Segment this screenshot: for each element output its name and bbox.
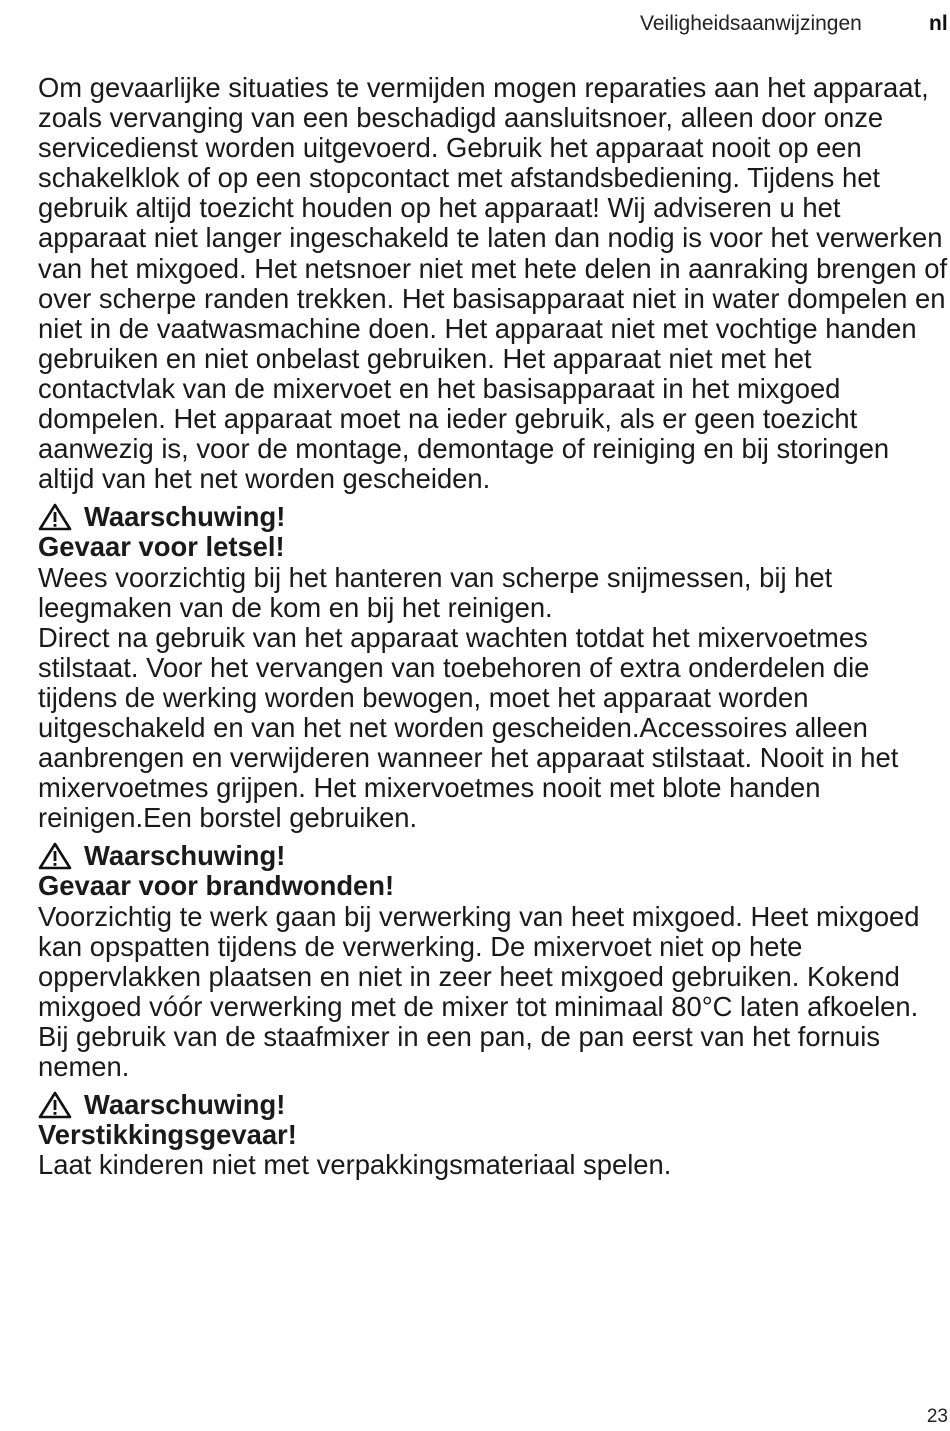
- header-section-title: Veiligheidsaanwijzingen: [640, 12, 862, 35]
- warning-label: Waarschuwing!: [84, 501, 286, 533]
- warning-block-suffocation: [38, 1090, 948, 1180]
- warning-paragraph: Laat kinderen niet met verpakkingsmateriaal spelen.: [38, 1149, 672, 1181]
- page-number: 23: [926, 1406, 948, 1427]
- warning-triangle-icon: [38, 503, 72, 531]
- warning-title: Gevaar voor letsel!: [38, 531, 285, 563]
- warning-heading: [38, 841, 948, 871]
- warning-block-burns: [38, 841, 948, 1082]
- warning-label: Waarschuwing!: [84, 1089, 286, 1121]
- warning-paragraph: Direct na gebruik van het apparaat wachten totdat het mixervoetmes stilstaat. Voor het vervangen van toebehoren of extra onderdelen die tijdens de werking worden bewogen, moet het apparaat worden uitgeschakeld en van het net worden gescheiden.Accessoires alleen aanbrengen en verwijderen wanneer het apparaat stilstaat. Nooit in het mixervoetmes grijpen. Het mixervoetmes nooit met blote handen reinigen.Een borstel gebruiken.: [38, 621, 899, 834]
- warning-heading: [38, 502, 948, 532]
- intro-paragraph: Om gevaarlijke situaties te vermijden mogen reparaties aan het apparaat, zoals vervanging van een beschadigd aansluitsnoer, alleen door onze servicedienst worden uitgevoerd. Gebruik het apparaat nooit op een schakelklok of op een stopcontact met afstandsbediening. Tijdens het gebruik altijd toezicht houden op het apparaat! Wij adviseren u het apparaat niet langer ingeschakeld te laten dan nodig is voor het verwerken van het mixgoed. Het netsnoer niet met hete delen in aanraking brengen of over scherpe randen trekken. Het basisapparaat niet in water dompelen en niet in de vaatwasmachine doen. Het apparaat niet met vochtige handen gebruiken en niet onbelast gebruiken. Het apparaat niet met het contactvlak van de mixervoet en het basisapparaat in het mixgoed dompelen. Het apparaat moet na ieder gebruik, als er geen toezicht aanwezig is, voor de montage, demontage of reiniging en bij storingen altijd van het net worden gescheiden.: [38, 72, 948, 495]
- document-body: [38, 73, 948, 1180]
- warning-label: Waarschuwing!: [84, 840, 286, 872]
- warning-paragraph: Wees voorzichtig bij het hanteren van scherpe snijmessen, bij het leegmaken van de kom en bij het reinigen.: [38, 561, 833, 623]
- warning-heading: [38, 1090, 948, 1120]
- warning-triangle-icon: [38, 1091, 72, 1119]
- warning-paragraph: Voorzichtig te werk gaan bij verwerking van heet mixgoed. Heet mixgoed kan opspatten tijdens de verwerking. De mixervoet niet op hete oppervlakken plaatsen en niet in zeer heet mixgoed gebruiken. Kokend mixgoed vóór verwerking met de mixer tot minimaal 80°C laten afkoelen. Bij gebruik van de staafmixer in een pan, de pan eerst van het fornuis nemen.: [38, 900, 920, 1082]
- warning-block-injury: [38, 502, 948, 833]
- header-language-code: nl: [929, 12, 948, 35]
- warning-triangle-icon: [38, 842, 72, 870]
- warning-title: Gevaar voor brandwonden!: [38, 870, 395, 902]
- warning-title: Verstikkingsgevaar!: [38, 1119, 297, 1151]
